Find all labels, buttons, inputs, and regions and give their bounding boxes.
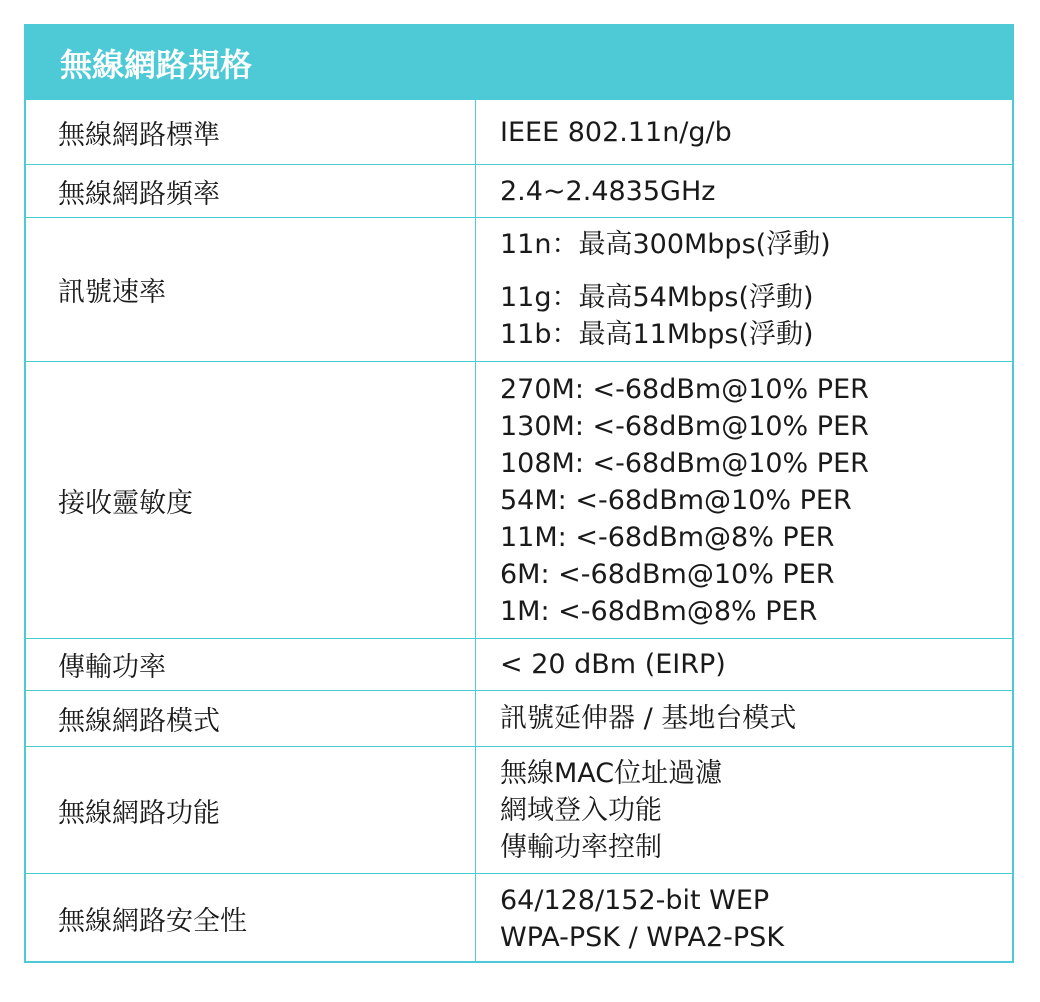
value-line: 64/128/152-bit WEP <box>500 884 770 916</box>
value-line: 11g：最高54Mbps(浮動) <box>500 282 814 313</box>
table-row <box>26 746 1012 873</box>
table-row <box>26 873 1012 963</box>
row-label: 傳輸功率 <box>26 639 476 690</box>
value-line: IEEE 802.11n/g/b <box>500 116 732 148</box>
value-line: 11n：最高300Mbps(浮動) <box>500 229 831 260</box>
value-line: 11b：最高11Mbps(浮動) <box>500 319 814 350</box>
value-line: 54M: <-68dBm@10% PER <box>500 484 852 516</box>
row-value <box>476 362 1012 638</box>
table-row <box>26 164 1012 217</box>
value-line: 無線MAC位址過濾 <box>500 757 723 789</box>
table-row <box>26 217 1012 361</box>
row-value <box>476 100 1012 164</box>
value-line: 108M: <-68dBm@10% PER <box>500 447 869 479</box>
row-label: 無線網路標準 <box>26 100 476 164</box>
table-row <box>26 361 1012 638</box>
value-line: 傳輸功率控制 <box>500 831 662 863</box>
value-line: 11M: <-68dBm@8% PER <box>500 521 835 553</box>
value-line: 270M: <-68dBm@10% PER <box>500 373 869 405</box>
row-label: 接收靈敏度 <box>26 362 476 638</box>
value-line: < 20 dBm (EIRP) <box>500 649 726 680</box>
value-line: 6M: <-68dBm@10% PER <box>500 558 835 590</box>
row-value <box>476 691 1012 746</box>
row-label: 無線網路功能 <box>26 747 476 873</box>
value-line: 2.4~2.4835GHz <box>500 175 716 207</box>
row-label: 無線網路安全性 <box>26 874 476 963</box>
row-value <box>476 639 1012 690</box>
row-value <box>476 218 1012 361</box>
row-value <box>476 747 1012 873</box>
row-value <box>476 165 1012 217</box>
spec-table-title: 無線網路規格 <box>26 26 1012 100</box>
table-row <box>26 638 1012 690</box>
row-label: 訊號速率 <box>26 218 476 361</box>
table-row <box>26 100 1012 164</box>
value-line: WPA-PSK / WPA2-PSK <box>500 921 785 953</box>
row-label: 無線網路頻率 <box>26 165 476 217</box>
spec-table <box>24 24 1014 963</box>
row-value <box>476 874 1012 963</box>
value-line: 130M: <-68dBm@10% PER <box>500 410 869 442</box>
row-label: 無線網路模式 <box>26 691 476 746</box>
value-line: 網域登入功能 <box>500 794 662 826</box>
value-line: 訊號延伸器 / 基地台模式 <box>500 703 797 734</box>
table-row <box>26 690 1012 746</box>
value-line: 1M: <-68dBm@8% PER <box>500 595 818 627</box>
